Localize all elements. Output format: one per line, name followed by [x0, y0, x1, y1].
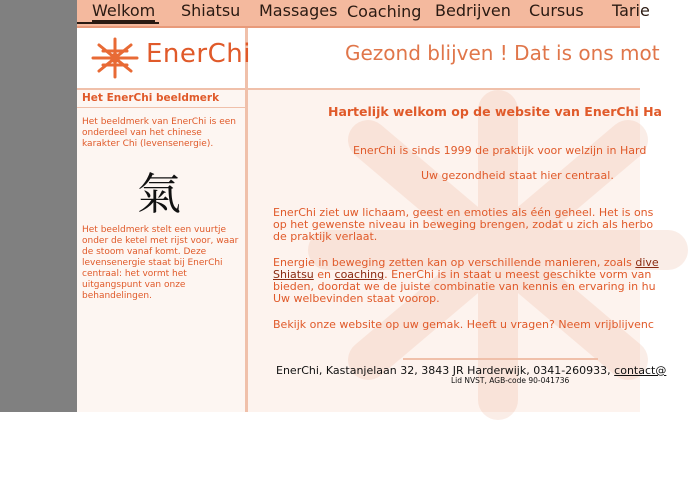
paragraph-1-line-2: op het gewenste niveau in beweging brengen, zodat u zich als herbo	[273, 218, 654, 231]
sidebar-title: Het EnerChi beeldmerk	[82, 92, 220, 104]
paragraph-2-line-3: bieden, doordat we de juiste combinatie van kennis en ervaring in hu	[273, 280, 656, 293]
sidebar-divider	[77, 107, 245, 108]
footer-address-text: EnerChi, Kastanjelaan 32, 3843 JR Harderwijk, 0341-260933,	[276, 364, 615, 377]
link-coaching[interactable]: coaching	[334, 268, 385, 281]
nav-item-coaching[interactable]: Coaching	[347, 2, 422, 21]
paragraph-1-line-3: de praktijk verlaat.	[273, 230, 378, 243]
enerchi-logo-icon	[89, 36, 141, 80]
chi-character: 氣	[137, 169, 181, 220]
paragraph-2-text: en	[313, 268, 335, 281]
welcome-title: Hartelijk welkom op de website van EnerChi Ha	[328, 104, 662, 119]
footer-divider	[403, 358, 598, 360]
top-nav	[77, 0, 650, 28]
paragraph-2-text: . EnerChi is in staat u meest geschikte vorm van	[384, 268, 652, 281]
paragraph-3: Bekijk onze website op uw gemak. Heeft u vragen? Neem vrijblijvenc	[273, 318, 654, 331]
sidebar	[77, 90, 248, 412]
page-frame	[77, 0, 667, 412]
header	[77, 28, 660, 90]
nav-item-cursus[interactable]: Cursus	[529, 1, 584, 20]
intro-line-since: EnerChi is sinds 1999 de praktijk voor welzijn in Hard	[353, 144, 647, 157]
sidebar-paragraph-2: Het beeldmerk stelt een vuurtje onder de ketel met rijst voor, waar de stoom vanaf komt. Deze levensenergie staat bij EnerChi centraal: het vormt het uitgangspunt van onze behandelingen.	[82, 225, 239, 301]
nav-item-massages[interactable]: Massages	[259, 1, 338, 20]
nav-item-welkom[interactable]: Welkom	[92, 1, 156, 20]
logo[interactable]	[77, 28, 251, 88]
nav-item-shiatsu[interactable]: Shiatsu	[181, 1, 241, 20]
nav-item-bedrijven[interactable]: Bedrijven	[435, 1, 511, 20]
link-shiatsu[interactable]: Shiatsu	[273, 268, 314, 281]
intro-line-central: Uw gezondheid staat hier centraal.	[421, 169, 614, 182]
logo-text: EnerChi	[146, 39, 251, 69]
footer-registration: Lid NVST, AGB-code 90-041736	[451, 376, 570, 385]
link-diverse[interactable]: dive	[635, 256, 659, 269]
slogan: Gezond blijven ! Dat is ons mot	[345, 41, 660, 65]
nav-active-underline	[77, 22, 159, 24]
paragraph-2-line-4: Uw welbevinden staat voorop.	[273, 292, 440, 305]
main-content	[248, 90, 667, 412]
nav-item-tarieven[interactable]: Tarie	[612, 1, 650, 20]
sidebar-paragraph-1: Het beeldmerk van EnerChi is een onderdeel van het chinese karakter Chi (levensenergie).	[82, 117, 236, 149]
paragraph-2-text: Energie in beweging zetten kan op verschillende manieren, zoals	[273, 256, 636, 269]
left-gutter	[0, 0, 77, 412]
paragraph-1-line-1: EnerChi ziet uw lichaam, geest en emoties als één geheel. Het is ons	[273, 206, 654, 219]
footer-email-link[interactable]: contact@	[614, 364, 667, 377]
